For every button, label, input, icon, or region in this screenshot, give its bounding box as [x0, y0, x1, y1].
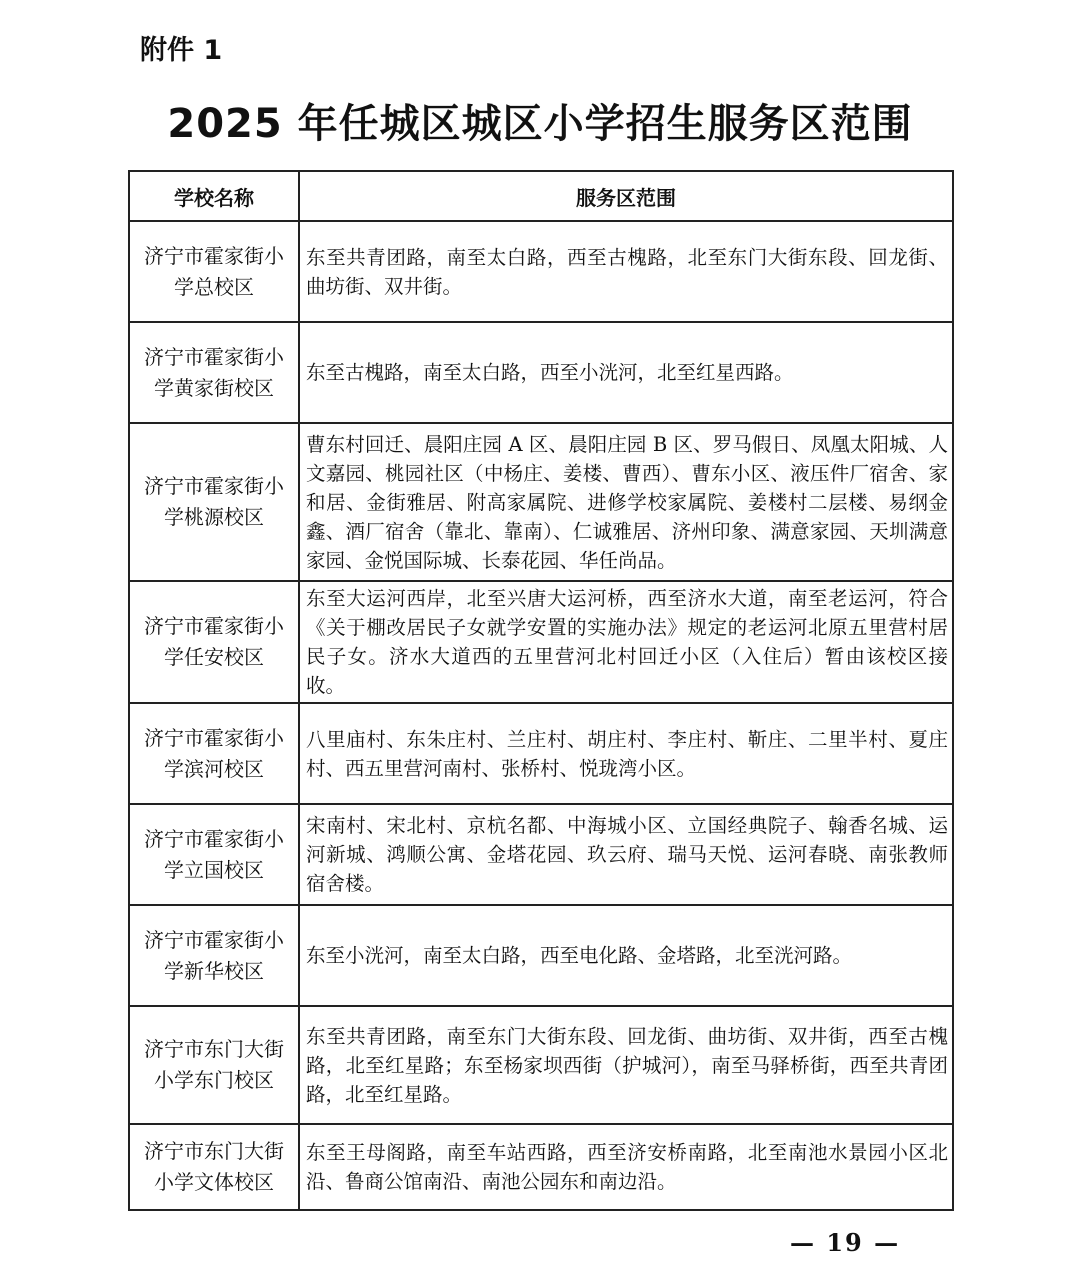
school-name-cell: 济宁市霍家街小学新华校区	[129, 905, 299, 1006]
school-name-cell: 济宁市霍家街小学滨河校区	[129, 703, 299, 804]
school-name-cell: 济宁市东门大街小学东门校区	[129, 1006, 299, 1124]
header-service-area: 服务区范围	[299, 171, 953, 221]
service-area-cell: 东至共青团路，南至太白路，西至古槐路，北至东门大街东段、回龙街、曲坊街、双井街。	[299, 221, 953, 322]
table-row	[129, 221, 953, 322]
service-area-cell: 东至小洸河，南至太白路，西至电化路、金塔路，北至洸河路。	[299, 905, 953, 1006]
table-row	[129, 804, 953, 905]
table-row	[129, 905, 953, 1006]
service-area-cell: 东至共青团路，南至东门大街东段、回龙街、曲坊街、双井街，西至古槐路，北至红星路；东至杨家坝西街（护城河），南至马驿桥街，西至共青团路，北至红星路。	[299, 1006, 953, 1124]
service-area-cell: 宋南村、宋北村、京杭名都、中海城小区、立国经典院子、翰香名城、运河新城、鸿顺公寓、金塔花园、玖云府、瑞马天悦、运河春晓、南张教师宿舍楼。	[299, 804, 953, 905]
table-row	[129, 322, 953, 423]
service-area-cell: 东至大运河西岸，北至兴唐大运河桥，西至济水大道，南至老运河，符合《关于棚改居民子女就学安置的实施办法》规定的老运河北原五里营村居民子女。济水大道西的五里营河北村回迁小区（入住后）暂由该校区接收。	[299, 581, 953, 703]
attachment-label: 附件 1	[140, 35, 223, 66]
school-name-cell: 济宁市霍家街小学任安校区	[129, 581, 299, 703]
school-name-cell: 济宁市霍家街小学总校区	[129, 221, 299, 322]
school-name-cell: 济宁市霍家街小学桃源校区	[129, 423, 299, 581]
service-area-cell: 东至古槐路，南至太白路，西至小洸河，北至红星西路。	[299, 322, 953, 423]
table-header-row	[129, 171, 953, 221]
service-area-cell: 东至王母阁路，南至车站西路，西至济安桥南路，北至南池水景园小区北沿、鲁商公馆南沿、南池公园东和南边沿。	[299, 1124, 953, 1210]
school-name-cell: 济宁市霍家街小学黄家街校区	[129, 322, 299, 423]
header-school-name: 学校名称	[129, 171, 299, 221]
table-row	[129, 581, 953, 703]
table-row	[129, 423, 953, 581]
service-area-cell: 曹东村回迁、晨阳庄园 A 区、晨阳庄园 B 区、罗马假日、凤凰太阳城、人文嘉园、桃园社区（中杨庄、姜楼、曹西）、曹东小区、液压件厂宿舍、家和居、金街雅居、附高家属院、进修学校家属院、姜楼村二层楼、易纲金鑫、酒厂宿舍（靠北、靠南）、仁诚雅居、济州印象、满意家园、天圳满意家园、金悦国际城、长泰花园、华任尚品。	[299, 423, 953, 581]
document-title: 2025 年任城区城区小学招生服务区范围	[167, 101, 913, 147]
table-row	[129, 703, 953, 804]
service-area-cell: 八里庙村、东朱庄村、兰庄村、胡庄村、李庄村、靳庄、二里半村、夏庄村、西五里营河南村、张桥村、悦珑湾小区。	[299, 703, 953, 804]
service-zone-table	[128, 170, 954, 1211]
school-name-cell: 济宁市霍家街小学立国校区	[129, 804, 299, 905]
school-name-cell: 济宁市东门大街小学文体校区	[129, 1124, 299, 1210]
table-row	[129, 1006, 953, 1124]
table-row	[129, 1124, 953, 1210]
page-number: — 19 —	[790, 1228, 901, 1257]
